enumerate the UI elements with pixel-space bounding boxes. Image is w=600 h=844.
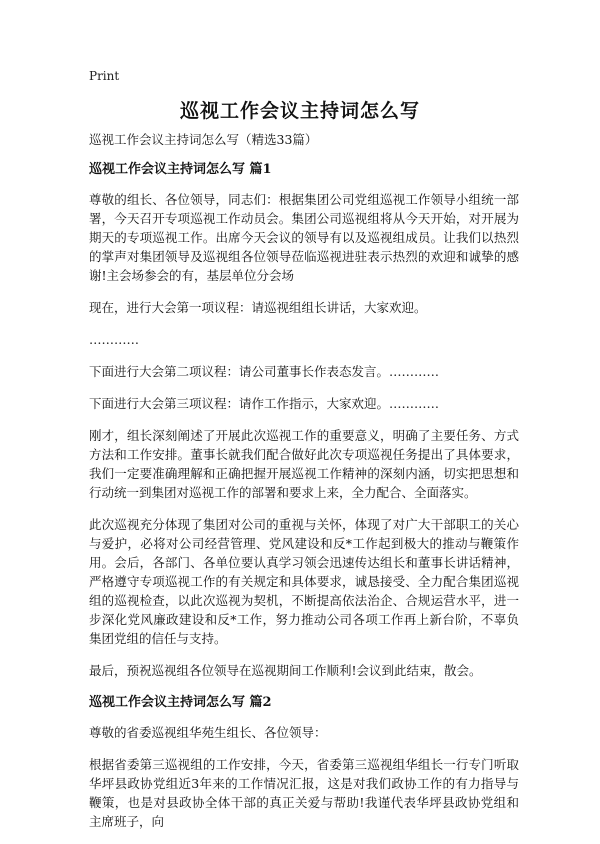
- paragraph: 尊敬的组长、各位领导，同志们：根据集团公司党组巡视工作领导小组统一部署，今天召开专项巡视工作动员会。集团公司巡视组将从今天开始，对开展为期天的专项巡视工作。出席今天会议的领导有以及巡视组成员。让我们以热烈的掌声对集团领导及巡视组各位领导莅临巡视进驻表示热烈的欢迎和诚挚的感谢!主会场参会的有，基层单位分会场: [89, 192, 519, 283]
- paragraph: 刚才，组长深刻阐述了开展此次巡视工作的重要意义，明确了主要任务、方式方法和工作安排。董事长就我们配合做好此次专项巡视任务提出了具体要求，我们一定要准确理解和正确把握开展巡视工作精神的深刻内涵，切实把思想和行动统一到集团对巡视工作的部署和要求上来，全力配合、全面落实。: [89, 428, 519, 500]
- page-title: 巡视工作会议主持词怎么写: [179, 100, 420, 122]
- paragraph: 此次巡视充分体现了集团对公司的重视与关怀，体现了对广大干部职工的关心与爱护，必将对公司经营管理、党风建设和反*工作起到极大的推动与鞭策作用。会后，各部门、各单位要认真学习领会迅速传达组长和董事长讲话精神，严格遵守专项巡视工作的有关规定和具体要求，诚恳接受、全力配合集团巡视组的巡视检查，以此次巡视为契机，不断提高依法治企、合规运营水平，进一步深化党风廉政建设和反*工作，努力推动公司各项工作再上新台阶，不辜负集团党组的信任与支持。: [89, 517, 519, 646]
- document-body: [89, 130, 519, 844]
- paragraph: 根据省委第三巡视组的工作安排，今天，省委第三巡视组华组长一行专门听取华坪县政协党组近3年来的工作情况汇报，这是对我们政协工作的有力指导与鞭策，也是对县政协全体干部的真正关爱与帮助!我谨代表华坪县政协党组和主席班子，向: [89, 757, 519, 829]
- section-heading-2: 巡视工作会议主持词怎么写 篇2: [89, 695, 272, 710]
- print-label[interactable]: Print: [89, 69, 120, 83]
- paragraph: 下面进行大会第二项议程：请公司董事长作表态发言。…………: [89, 364, 440, 379]
- document-subtitle: 巡视工作会议主持词怎么写（精选33篇）: [89, 132, 318, 147]
- section-heading-1: 巡视工作会议主持词怎么写 篇1: [89, 162, 272, 177]
- paragraph: 最后，预祝巡视组各位领导在巡视期间工作顺利!会议到此结束，散会。: [89, 663, 482, 678]
- paragraph: 尊敬的省委巡视组华苑生组长、各位领导：: [89, 725, 327, 740]
- paragraph: 下面进行大会第三项议程：请作工作指示，大家欢迎。…………: [89, 396, 440, 411]
- paragraph: 现在，进行大会第一项议程：请巡视组组长讲话，大家欢迎。: [89, 300, 427, 315]
- paragraph: …………: [89, 332, 139, 347]
